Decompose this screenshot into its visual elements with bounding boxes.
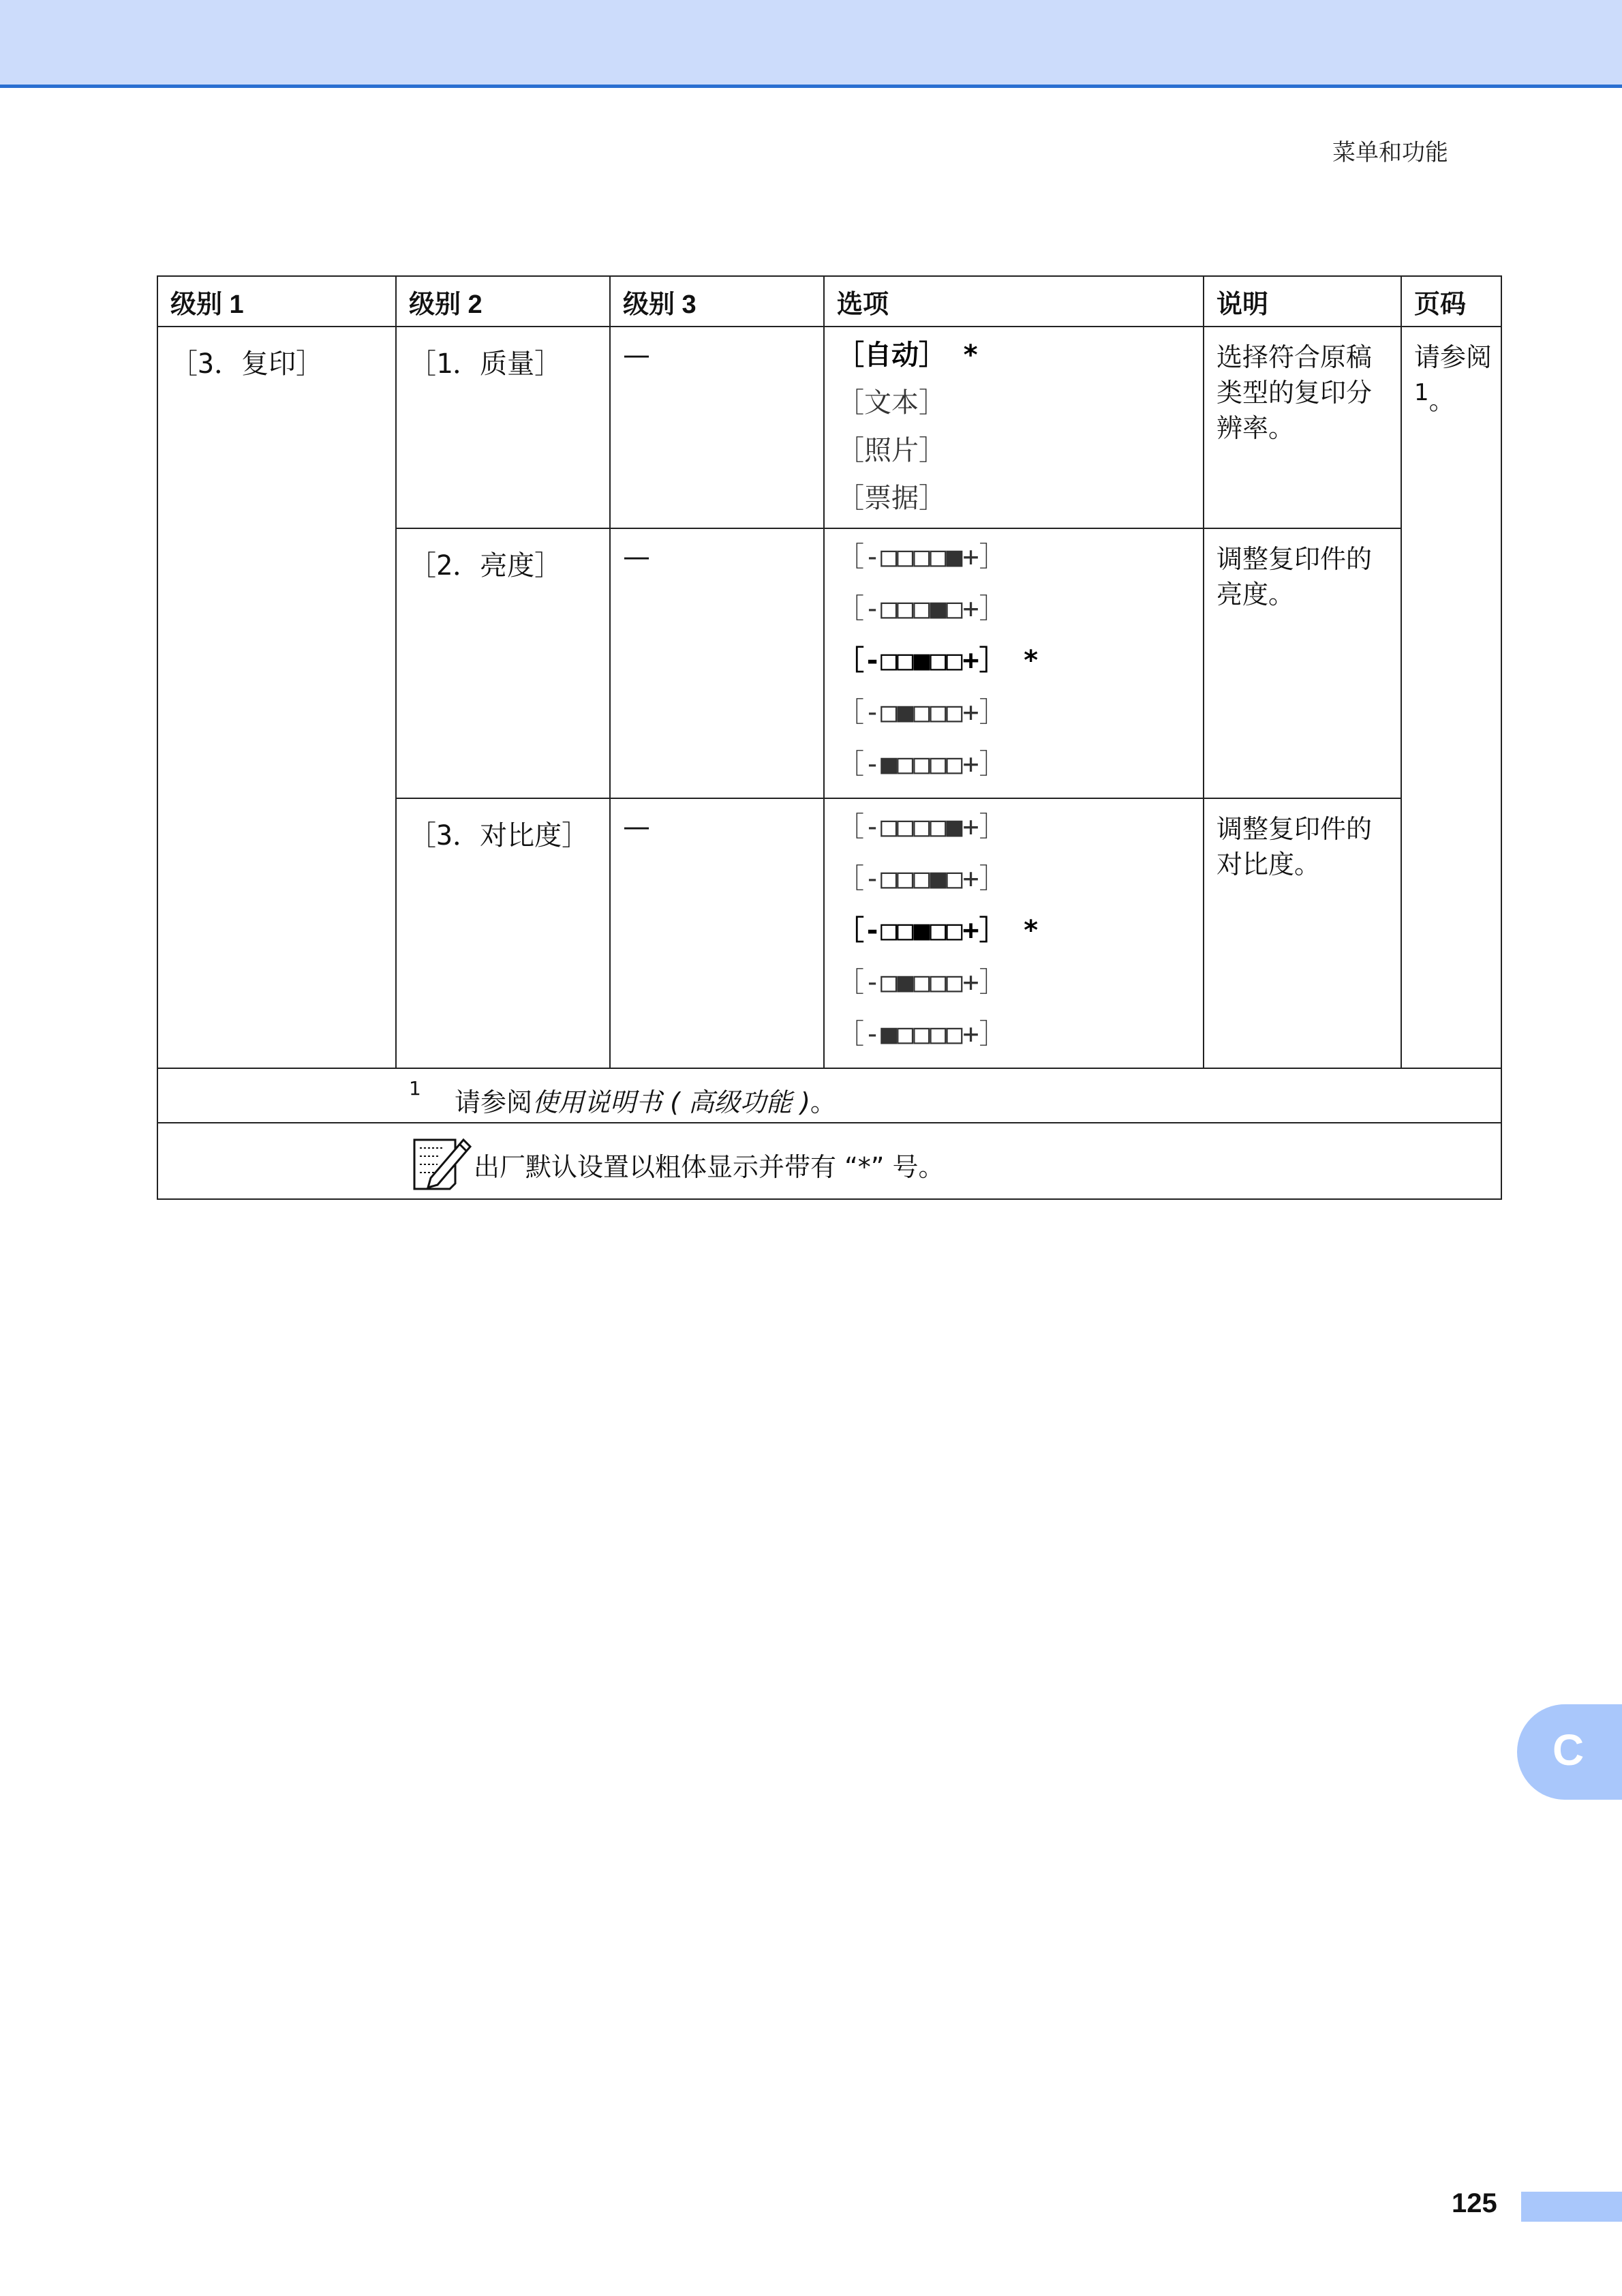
level3-cell: — <box>610 798 824 1068</box>
header-level1: 级别 1 <box>157 276 396 327</box>
footnote-prefix: 请参阅 <box>455 1087 533 1117</box>
header-level3: 级别 3 <box>610 276 824 327</box>
footnote-text <box>455 1081 836 1119</box>
page-ref-footnote-mark: 1 <box>1414 379 1429 406</box>
description-cell: 选择符合原稿类型的复印分辨率。 <box>1204 327 1401 528</box>
level3-cell: — <box>610 528 824 798</box>
footnote-suffix: 。 <box>810 1087 836 1117</box>
option-item: ［-□□□■□+］ <box>837 593 1007 624</box>
header-level2: 级别 2 <box>396 276 610 327</box>
option-item: ［-□■□□□+］ <box>837 697 1007 728</box>
table-row <box>157 327 1501 528</box>
option-item: ［-□□□□■+］ <box>837 541 1007 573</box>
footnote-manual-title: 使用说明书 ( 高级功能 ) <box>532 1087 810 1117</box>
options-cell <box>824 528 1204 798</box>
page-number: 125 <box>1452 2188 1497 2218</box>
level2-cell: ［1．质量］ <box>396 327 610 528</box>
note-row <box>157 1123 1501 1199</box>
option-item: ［-□□■□□+］ * <box>837 915 1039 946</box>
option-item: ［自动］ * <box>837 339 979 371</box>
level2-cell: ［3．对比度］ <box>396 798 610 1068</box>
level3-cell: — <box>610 327 824 528</box>
appendix-tab <box>1517 1704 1622 1800</box>
header-rule <box>0 85 1622 88</box>
header-options: 选项 <box>824 276 1204 327</box>
option-item: ［文本］ <box>837 387 946 419</box>
option-item: ［-■□□□□+］ <box>837 1018 1007 1050</box>
option-item: ［票据］ <box>837 483 946 514</box>
option-item: ［照片］ <box>837 435 946 466</box>
page-ref-end: 。 <box>1428 385 1455 416</box>
header-page: 页码 <box>1401 276 1501 327</box>
description-cell: 调整复印件的亮度。 <box>1204 528 1401 798</box>
option-item: ［-□■□□□+］ <box>837 967 1007 998</box>
note-pencil-icon <box>410 1133 473 1192</box>
header-description: 说明 <box>1204 276 1401 327</box>
page-ref-text: 请参阅 <box>1414 342 1493 372</box>
description-cell: 调整复印件的对比度。 <box>1204 798 1401 1068</box>
running-head: 菜单和功能 <box>1332 139 1448 166</box>
option-item: ［-□□■□□+］ * <box>837 645 1039 676</box>
options-cell <box>824 327 1204 528</box>
page-ref-cell <box>1401 327 1501 1068</box>
menu-table <box>157 275 1502 1200</box>
page-number-bar <box>1521 2192 1622 2222</box>
option-item: ［-■□□□□+］ <box>837 749 1007 780</box>
header-band <box>0 0 1622 85</box>
appendix-tab-letter: C <box>1552 1725 1585 1774</box>
option-item: ［-□□□■□+］ <box>837 863 1007 894</box>
footnote-row <box>157 1068 1501 1123</box>
footnote-number: 1 <box>409 1077 421 1100</box>
option-item: ［-□□□□■+］ <box>837 811 1007 843</box>
options-cell <box>824 798 1204 1068</box>
note-text: 出厂默认设置以粗体显示并带有 “*” 号。 <box>474 1152 945 1182</box>
table-header-row <box>157 276 1501 327</box>
level2-cell: ［2．亮度］ <box>396 528 610 798</box>
level1-cell: ［3．复印］ <box>157 327 396 1068</box>
